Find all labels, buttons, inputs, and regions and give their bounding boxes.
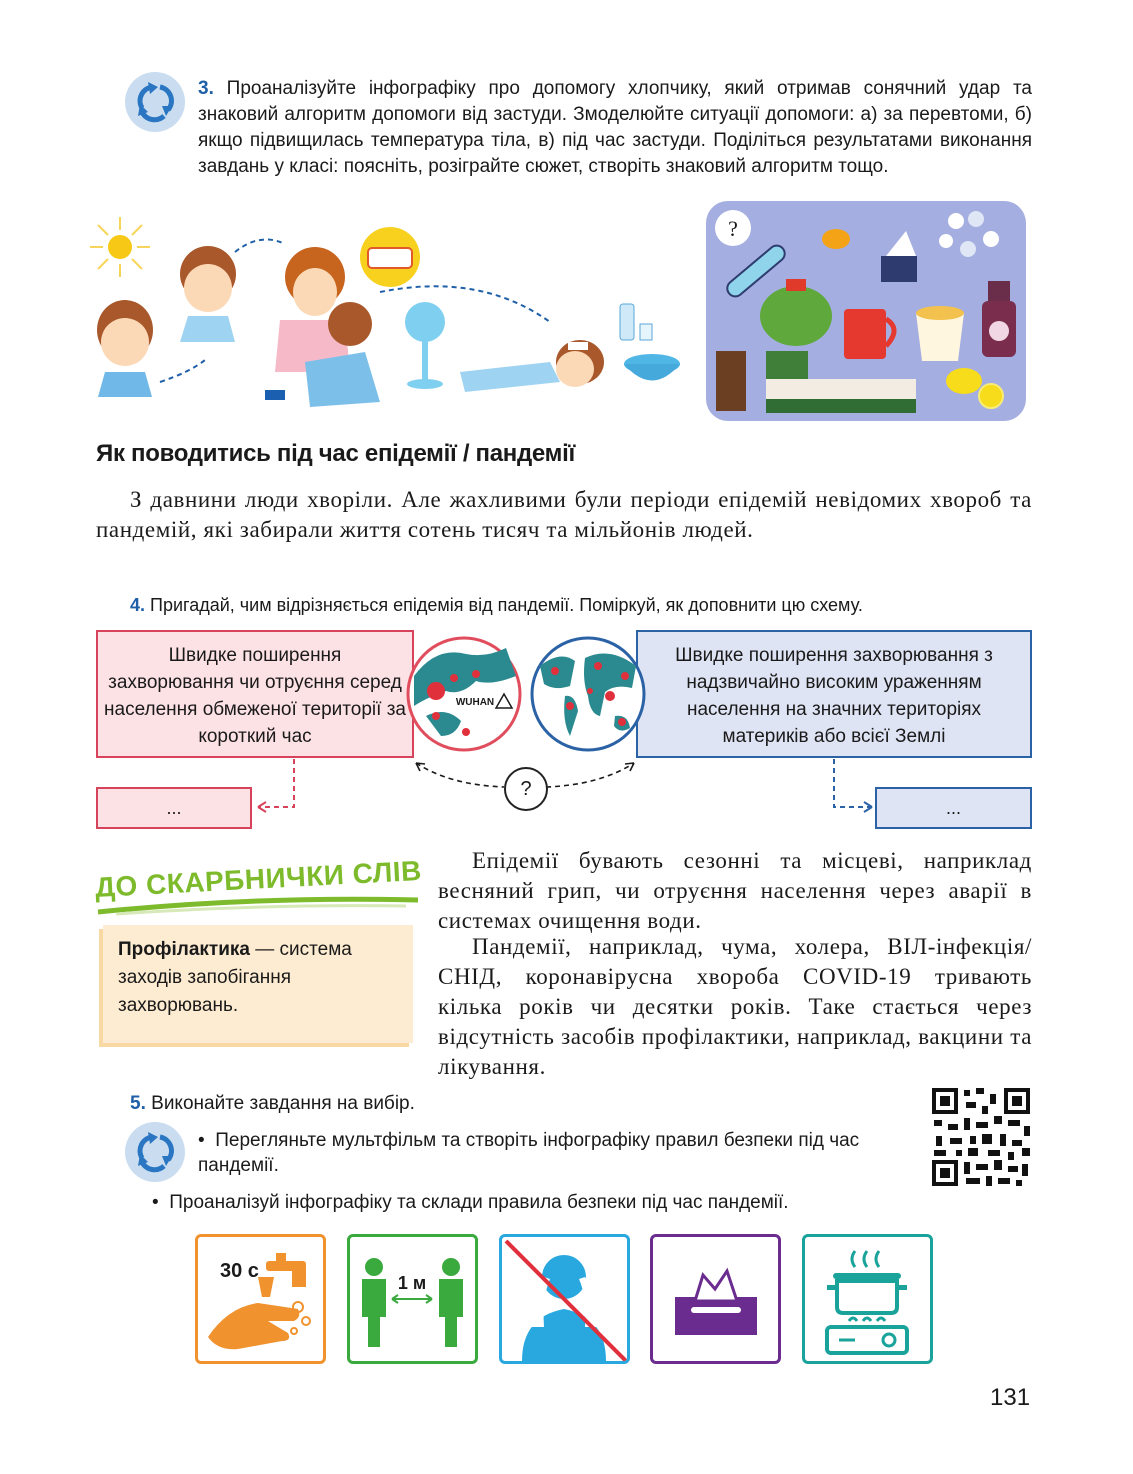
pandemic-answer-box[interactable]: ... [875, 787, 1032, 829]
sunstroke-help-illustration [80, 212, 690, 424]
task-5-number: 5. [130, 1093, 146, 1114]
vocab-underline [96, 892, 421, 916]
task-5-option-2: • Проаналізуй інфографіку та склади правила безпеки під час пандемії. [152, 1192, 789, 1213]
intro-paragraph: З давнини люди хворіли. Але жахливими були періоди епідемій невідомих хвороб та пандемій, які забирали життя сотень тисяч та мільйонів людей. [96, 487, 1032, 542]
soup-bowl-icon [916, 306, 964, 361]
task-4-text: 4. Пригадай, чим відрізняється епідемія від пандемії. Поміркуй, як доповнити цю схему. [130, 595, 863, 615]
task-4-number: 4. [130, 595, 146, 615]
boy-icon [97, 300, 153, 397]
social-distance-tile [347, 1234, 478, 1364]
tissue-box-tile [650, 1234, 781, 1364]
water-bowl-icon [624, 354, 680, 381]
cold-remedies-illustration [706, 201, 1026, 421]
no-face-touch-tile [499, 1234, 630, 1364]
qr-code[interactable] [930, 1086, 1032, 1188]
wuhan-map-icon [406, 636, 522, 752]
epidemic-paragraph: Епідемії бувають сезонні та місцеві, наприклад весняний грип, чи отруєння населення через аварії в системах очищення води. [438, 848, 1032, 933]
fan-icon [405, 302, 445, 389]
epidemic-answer-box[interactable]: ... [96, 787, 252, 829]
sun-icon [90, 217, 150, 277]
sweating-boy-icon [180, 246, 236, 342]
pandemic-paragraph: Пандемії, наприклад, чума, холера, ВІЛ-інфекція/СНІД, коронавірусна хвороба COVID-19 тривають кілька років чи десятки років. Таке стається через відсутність засобів профілактики, наприклад, вакцини та лікування. [438, 934, 1032, 1079]
candy-icon [822, 229, 850, 249]
tissue-box-icon [653, 1237, 778, 1361]
task-5-option-1: • Перегляньте мультфільм та створіть інфографіку правил безпеки під час пандемії. [198, 1130, 860, 1176]
pandemic-definition-box: Швидке поширення захворювання з надзвичайно високим ураженням населення на значних територіях материків або всієї Землі [636, 630, 1032, 758]
hand-washing-tile [195, 1234, 326, 1364]
lying-boy-icon [460, 340, 604, 392]
task-3-text: 3. Проаналізуйте інфографіку про допомогу хлопчику, який отримав сонячний удар та знаковий алгоритм допомоги від застуди. Змоделюйте ситуації допомоги: а) за перевтоми, б) якщо підвищилась температура тіла, в) під час застуди. Поділіться результатами виконання завдань у класі: поясніть, розіграйте сюжет, створіть знаковий алгоритм тощо. [198, 78, 1032, 177]
boiling-pot-icon [805, 1237, 930, 1361]
vocab-heading: ДО СКАРБНИЧКИ СЛІВ [94, 854, 423, 904]
recycle-icon [122, 1120, 188, 1184]
ambulance-icon [360, 227, 420, 287]
svg-text:30 с: 30 с [220, 1260, 259, 1282]
task-3-number: 3. [198, 78, 214, 99]
task-5-text: 5. Виконайте завдання на вибір. [130, 1093, 415, 1114]
svg-text:1 м: 1 м [397, 1273, 427, 1293]
boiling-pot-tile [802, 1234, 933, 1364]
recycle-icon [122, 70, 188, 134]
vocab-term: Профілактика [118, 939, 250, 960]
scheme-connectors [250, 755, 885, 815]
wuhan-label: WUHAN [455, 697, 495, 708]
section-title: Як поводитись під час епідемії / пандемії [96, 440, 575, 467]
social-distance-icon [350, 1237, 475, 1361]
helper-woman-icon [265, 247, 380, 407]
world-map-icon [530, 636, 646, 752]
no-face-touch-icon [502, 1237, 627, 1361]
page-number: 131 [990, 1384, 1031, 1411]
scheme-question-circle: ? [504, 767, 548, 811]
vocab-definition: Профілактика — система заходів запобігання захворювань. [118, 939, 352, 1016]
svg-text:?: ? [728, 216, 738, 241]
epidemic-definition-box: Швидке поширення захворювання чи отруєння серед населення обмеженої території за короткий час [96, 630, 414, 758]
hand-washing-icon [198, 1237, 323, 1361]
water-bottle-icon [620, 304, 652, 340]
